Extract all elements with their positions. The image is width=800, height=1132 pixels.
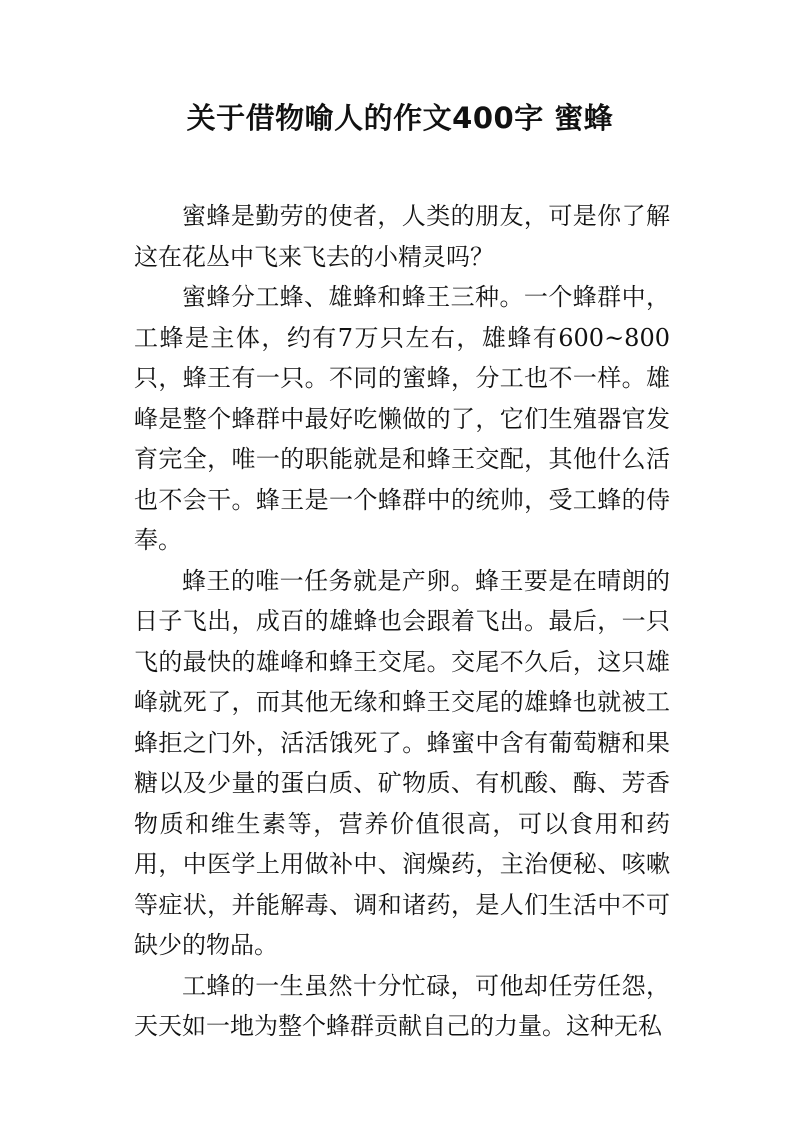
paragraph-bee-types: 蜜蜂分工蜂、雄蜂和蜂王三种。一个蜂群中，工蜂是主体，约有7万只左右，雄蜂有600~800只，蜂王有一只。不同的蜜蜂，分工也不一样。雄峰是整个蜂群中最好吃懒做的了，它们生殖器官发育完全，唯一的职能就是和蜂王交配，其他什么活也不会干。蜂王是一个蜂群中的统帅，受工蜂的侍奉。 — [134, 283, 670, 554]
document-body — [134, 196, 670, 1047]
paragraph-worker-bee: 工蜂的一生虽然十分忙碌，可他却任劳任怨，天天如一地为整个蜂群贡献自己的力量。这种无私 — [134, 971, 670, 1040]
document-title: 关于借物喻人的作文400字 蜜蜂 — [186, 101, 614, 135]
paragraph-queen-and-honey: 蜂王的唯一任务就是产卵。蜂王要是在晴朗的日子飞出，成百的雄蜂也会跟着飞出。最后，一只飞的最快的雄峰和蜂王交尾。交尾不久后，这只雄峰就死了，而其他无缘和蜂王交尾的雄蜂也就被工蜂拒之门外，活活饿死了。蜂蜜中含有葡萄糖和果糖以及少量的蛋白质、矿物质、有机酸、酶、芳香物质和维生素等，营养价值很高，可以食用和药用，中医学上用做补中、润燥药，主治便秘、咳嗽等症状，并能解毒、调和诸药，是人们生活中不可缺少的物品。 — [134, 566, 670, 959]
paragraph-intro: 蜜蜂是勤劳的使者，人类的朋友，可是你了解这在花丛中飞来飞去的小精灵吗？ — [134, 202, 670, 271]
